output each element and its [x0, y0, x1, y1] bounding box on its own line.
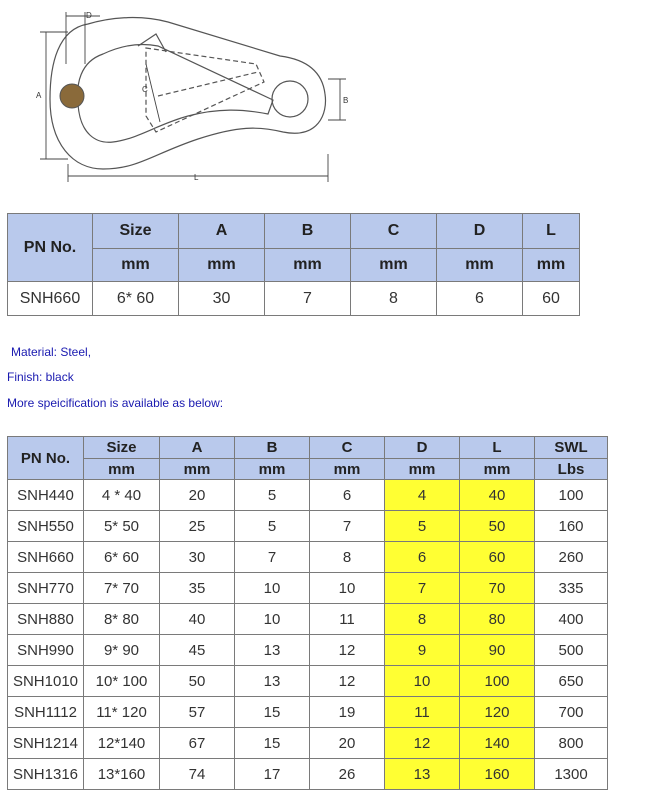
header-d: D: [385, 437, 460, 459]
cell-b: 10: [235, 604, 310, 635]
cell-l: 40: [460, 480, 535, 511]
eye-hole: [272, 81, 308, 117]
cell-a: 35: [160, 573, 235, 604]
cell-pn: SNH1214: [8, 728, 84, 759]
unit-b: mm: [265, 249, 351, 282]
unit-c: mm: [310, 459, 385, 480]
cell-swl: 160: [535, 511, 608, 542]
cell-b: 13: [235, 666, 310, 697]
header-d: D: [437, 214, 523, 249]
header-c: C: [310, 437, 385, 459]
cell-c: 8: [351, 282, 437, 316]
unit-a: mm: [179, 249, 265, 282]
cell-b: 15: [235, 728, 310, 759]
cell-b: 5: [235, 511, 310, 542]
cell-a: 45: [160, 635, 235, 666]
cell-d: 10: [385, 666, 460, 697]
cell-swl: 400: [535, 604, 608, 635]
header-b: B: [235, 437, 310, 459]
table-row: [8, 511, 608, 542]
table-row: [8, 728, 608, 759]
cell-a: 30: [179, 282, 265, 316]
cell-d: 6: [437, 282, 523, 316]
dim-label-a: A: [36, 91, 42, 100]
cell-size: 6* 60: [93, 282, 179, 316]
cell-b: 5: [235, 480, 310, 511]
cell-b: 13: [235, 635, 310, 666]
cell-l: 90: [460, 635, 535, 666]
cell-size: 10* 100: [84, 666, 160, 697]
cell-l: 140: [460, 728, 535, 759]
header-a: A: [179, 214, 265, 249]
cell-l: 60: [523, 282, 580, 316]
unit-d: mm: [437, 249, 523, 282]
cell-l: 100: [460, 666, 535, 697]
table-row: [8, 573, 608, 604]
cell-a: 57: [160, 697, 235, 728]
unit-c: mm: [351, 249, 437, 282]
unit-size: mm: [84, 459, 160, 480]
cell-l: 160: [460, 759, 535, 790]
cell-pn: SNH550: [8, 511, 84, 542]
cell-c: 12: [310, 666, 385, 697]
cell-swl: 500: [535, 635, 608, 666]
cell-b: 7: [265, 282, 351, 316]
header-a: A: [160, 437, 235, 459]
cell-size: 5* 50: [84, 511, 160, 542]
more-spec-note: More speicification is available as below:: [7, 396, 224, 410]
header-l: L: [460, 437, 535, 459]
cell-swl: 335: [535, 573, 608, 604]
cell-a: 30: [160, 542, 235, 573]
table-row: [8, 759, 608, 790]
cell-l: 50: [460, 511, 535, 542]
table-row: [8, 542, 608, 573]
cell-l: 120: [460, 697, 535, 728]
cell-c: 8: [310, 542, 385, 573]
snap-hook-diagram: [28, 4, 368, 194]
cell-size: 7* 70: [84, 573, 160, 604]
cell-b: 15: [235, 697, 310, 728]
cell-pn: SNH660: [8, 542, 84, 573]
cell-d: 12: [385, 728, 460, 759]
header-pn: PN No.: [8, 437, 84, 480]
unit-size: mm: [93, 249, 179, 282]
cell-c: 20: [310, 728, 385, 759]
wire-section: [60, 84, 84, 108]
hook-outer-outline: [50, 18, 326, 169]
table-row: [8, 635, 608, 666]
cell-a: 50: [160, 666, 235, 697]
cell-c: 10: [310, 573, 385, 604]
cell-l: 80: [460, 604, 535, 635]
cell-size: 9* 90: [84, 635, 160, 666]
gate-outline: [146, 48, 264, 132]
cell-pn: SNH660: [8, 282, 93, 316]
cell-size: 11* 120: [84, 697, 160, 728]
cell-a: 25: [160, 511, 235, 542]
material-note: Material: Steel,: [11, 345, 92, 359]
dim-label-l: L: [194, 173, 199, 182]
cell-swl: 1300: [535, 759, 608, 790]
header-size: Size: [84, 437, 160, 459]
cell-size: 8* 80: [84, 604, 160, 635]
cell-b: 10: [235, 573, 310, 604]
cell-a: 67: [160, 728, 235, 759]
cell-d: 11: [385, 697, 460, 728]
cell-size: 6* 60: [84, 542, 160, 573]
unit-d: mm: [385, 459, 460, 480]
header-size: Size: [93, 214, 179, 249]
cell-pn: SNH1316: [8, 759, 84, 790]
cell-d: 7: [385, 573, 460, 604]
cell-c: 7: [310, 511, 385, 542]
cell-swl: 800: [535, 728, 608, 759]
unit-a: mm: [160, 459, 235, 480]
table-row: [8, 282, 580, 316]
unit-b: mm: [235, 459, 310, 480]
dim-label-b: B: [343, 96, 349, 105]
cell-swl: 700: [535, 697, 608, 728]
header-l: L: [523, 214, 580, 249]
cell-pn: SNH440: [8, 480, 84, 511]
cell-swl: 260: [535, 542, 608, 573]
table-row: [8, 604, 608, 635]
cell-d: 6: [385, 542, 460, 573]
cell-b: 7: [235, 542, 310, 573]
finish-note: Finish: black: [7, 370, 74, 384]
cell-d: 9: [385, 635, 460, 666]
dim-label-d: D: [86, 11, 92, 20]
header-c: C: [351, 214, 437, 249]
cell-l: 60: [460, 542, 535, 573]
header-swl: SWL: [535, 437, 608, 459]
cell-a: 74: [160, 759, 235, 790]
cell-swl: 650: [535, 666, 608, 697]
hook-inner-outline: [78, 44, 273, 142]
cell-size: 13*160: [84, 759, 160, 790]
cell-size: 4 * 40: [84, 480, 160, 511]
cell-pn: SNH1112: [8, 697, 84, 728]
cell-d: 5: [385, 511, 460, 542]
cell-c: 11: [310, 604, 385, 635]
cell-b: 17: [235, 759, 310, 790]
cell-c: 6: [310, 480, 385, 511]
single-spec-table: [7, 213, 580, 316]
unit-l: mm: [523, 249, 580, 282]
cell-pn: SNH770: [8, 573, 84, 604]
cell-size: 12*140: [84, 728, 160, 759]
cell-a: 20: [160, 480, 235, 511]
header-b: B: [265, 214, 351, 249]
unit-l: mm: [460, 459, 535, 480]
cell-c: 12: [310, 635, 385, 666]
header-pn: PN No.: [8, 214, 93, 282]
table-row: [8, 480, 608, 511]
cell-d: 13: [385, 759, 460, 790]
table-row: [8, 697, 608, 728]
cell-swl: 100: [535, 480, 608, 511]
cell-pn: SNH1010: [8, 666, 84, 697]
cell-l: 70: [460, 573, 535, 604]
cell-pn: SNH880: [8, 604, 84, 635]
cell-d: 8: [385, 604, 460, 635]
dim-label-c: C: [142, 85, 148, 94]
cell-c: 26: [310, 759, 385, 790]
table-row: [8, 666, 608, 697]
cell-pn: SNH990: [8, 635, 84, 666]
unit-swl: Lbs: [535, 459, 608, 480]
cell-d: 4: [385, 480, 460, 511]
cell-a: 40: [160, 604, 235, 635]
cell-c: 19: [310, 697, 385, 728]
full-spec-table: [7, 436, 608, 790]
